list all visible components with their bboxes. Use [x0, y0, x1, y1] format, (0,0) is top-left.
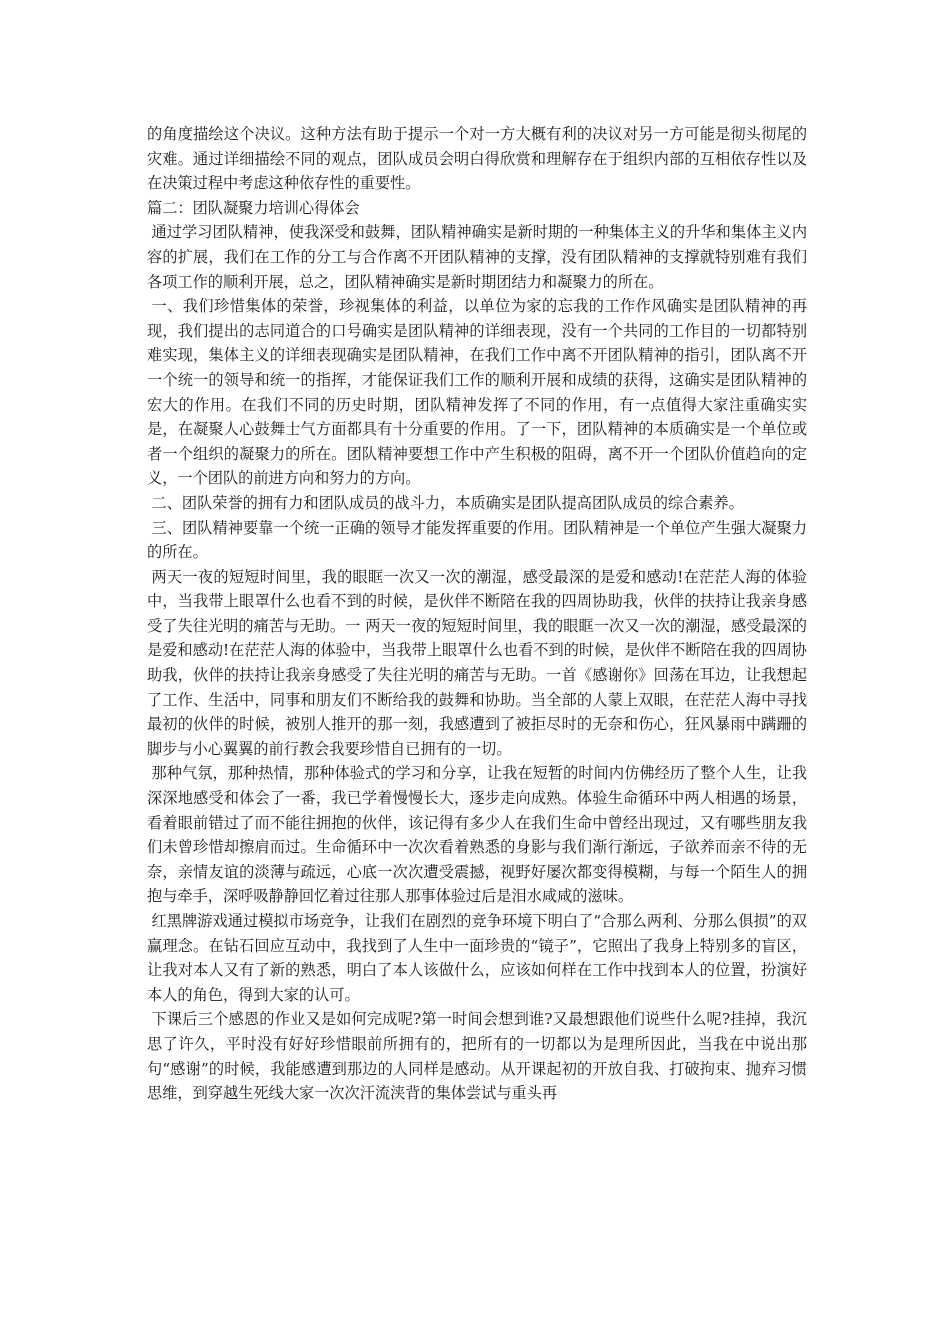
paragraph-experience: 两天一夜的短短时间里，我的眼眶一次又一次的潮湿，感受最深的是爱和感动!在茫茫人海的体验中，当我带上眼罩什么也看不到的时候，是伙伴不断陪在我的四周协助我，伙伴的扶持让我亲身感受了失往光明的痛苦与无助。一 两天一夜的短短时间里，我的眼眶一次又一次的潮湿，感受最深的是爱和感动!在茫茫人海的体验中，当我带上眼罩什么也看不到的时候，是伙伴不断陪在我的四周协助我，伙伴的扶持让我亲身感受了失往光明的痛苦与无助。一首《感谢你》回荡在耳边，让我想起了工作、生活中，同事和朋友们不断给我的鼓舞和协助。当全部的人蒙上双眼，在茫茫人海中寻找最初的伙伴的时候，被别人推开的那一刻，我感遭到了被拒尽时的无奈和伤心，狂风暴雨中蹒跚的脚步与小心翼翼的前行教会我要珍惜自已拥有的一切。: [147, 567, 807, 758]
paragraph-continuation: 的角度描绘这个决议。这种方法有助于提示一个对一方大概有利的决议对另一方可能是彻头彻尾的灾难。通过详细描绘不同的观点，团队成员会明白得欣赏和理解存在于组织内部的互相依存性以及在决策过程中考虑这种依存性的重要性。: [147, 125, 807, 193]
paragraph-point-three: 三、团队精神要靠一个统一正确的领导才能发挥重要的作用。团队精神是一个单位产生强大凝聚力的所在。: [147, 518, 807, 562]
paragraph-point-two: 二、团队荣誉的拥有力和团队成员的战斗力，本质确实是团队提高团队成员的综合素养。: [151, 493, 744, 512]
paragraph-intro: 通过学习团队精神，使我深受和鼓舞，团队精神确实是新时期的一种集体主义的升华和集体主义内容的扩展，我们在工作的分工与合作离不开团队精神的支撑，没有团队精神的支撑就特别难有我们各项工作的顺利开展，总之，团队精神确实是新时期团结力和凝聚力的所在。: [147, 223, 807, 291]
paragraph-gratitude-homework: 下课后三个感恩的作业又是如何完成呢?第一时间会想到谁?又最想跟他们说些什么呢?挂掉，我沉思了许久，平时没有好好珍惜眼前所拥有的，把所有的一切都以为是理所因此，当我在中说出那句“感谢”的时候，我能感遭到那边的人同样是感动。从开课起初的开放自我、打破拘束、抛弃习惯思维，到穿越生死线大家一次次汗流浃背的集体尝试与重头再: [147, 1010, 807, 1103]
paragraph-red-black-game: 红黑牌游戏通过模拟市场竞争，让我们在剧烈的竞争环境下明白了“合那么两利、分那么俱损”的双赢理念。在钻石回应互动中，我找到了人生中一面珍贵的“镜子”，它照出了我身上特别多的盲区，让我对本人又有了新的熟悉，明白了本人该做什么，应该如何样在工作中找到本人的位置，扮演好本人的角色，得到大家的认可。: [147, 912, 807, 1004]
document-body: [147, 122, 807, 1106]
paragraph-atmosphere: 那种气氛，那种热情，那种体验式的学习和分享，让我在短暂的时间内仿佛经历了整个人生，让我深深地感受和体会了一番，我已学着慢慢长大，逐步走向成熟。体验生命循环中两人相遇的场景，看着眼前错过了而不能往拥抱的伙伴，该记得有多少人在我们生命中曾经出现过，又有哪些朋友我们未曾珍惜却擦肩而过。生命循环中一次次看着熟悉的身影与我们渐行渐远，子欲养而亲不待的无奈，亲情友谊的淡薄与疏远，心底一次次遭受震撼，视野好屡次都变得模糊，与每一个陌生人的拥抱与牵手，深呼吸静静回忆着过往那人那事体验过后是泪水咸咸的滋味。: [147, 764, 807, 906]
paragraph-point-one: 一、我们珍惜集体的荣誉，珍视集体的利益，以单位为家的忘我的工作作风确实是团队精神的再现，我们提出的志同道合的口号确实是团队精神的详细表现，没有一个共同的工作目的一切都特别难实现，集体主义的详细表现确实是团队精神，在我们工作中离不开团队精神的指引，团队离不开一个统一的领导和统一的指挥，才能保证我们工作的顺利开展和成绩的获得，这确实是团队精神的宏大的作用。在我们不同的历史时期，团队精神发挥了不同的作用，有一点值得大家注重确实实是，在凝聚人心鼓舞士气方面都具有十分重要的作用。了一下，团队精神的本质确实是一个单位或者一个组织的凝聚力的所在。团队精神要想工作中产生积极的阻碍，离不开一个团队价值趋向的定义，一个团队的前进方向和努力的方向。: [147, 297, 807, 488]
section-heading: 篇二：团队凝聚力培训心得体会: [147, 198, 360, 217]
